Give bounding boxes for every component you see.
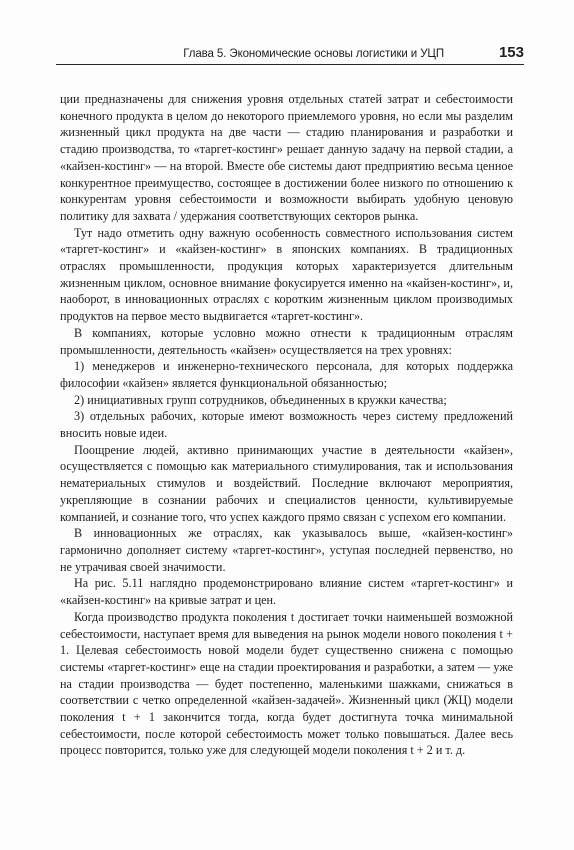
paragraph: В компаниях, которые условно можно отнести к традиционным отраслям промышленности, деятельность «кайзен» осуществляется на трех уровнях: <box>60 325 513 357</box>
paragraph: На рис. 5.11 наглядно продемонстрировано влияние систем «таргет-костинг» и «кайзен-костинг» на кривые затрат и цен. <box>60 576 513 608</box>
body-text <box>60 91 513 759</box>
paragraph: Когда производство продукта поколения t достигает точки наименьшей возможной себестоимости, наступает время для выведения на рынок модели нового поколения t + 1. Целевая себестоимость новой модели будет существенно снижена с помощью системы «таргет-костинг» еще на стадии проектирования и разработки, а затем — уже на стадии производства — будет постепенно, маленькими шажками, снижаться в соответствии с четко определенной «кайзен-задачей». Жизненный цикл (ЖЦ) модели поколения t + 1 закончится тогда, когда будет достигнута точка минимальной себестоимости, после которой себестоимость может только повышаться. Далее весь процесс повторится, только уже для следующей модели поколения t + 2 и т. д. <box>60 609 513 758</box>
page-header <box>56 40 524 65</box>
paragraph: Поощрение людей, активно принимающих участие в деятельности «кайзен», осуществляется с помощью как материального стимулирования, так и использования нематериальных стимулов и воздействий. Последние включают мероприятия, укрепляющие в сознании рабочих и специалистов ценности, культивируемые компанией, и сознание того, что успех каждого прямо связан с успехом его компании. <box>60 442 513 524</box>
list-item: 3) отдельных рабочих, которые имеют возможность через систему предложений вносить новые идеи. <box>60 409 513 441</box>
paragraph: ции предназначены для снижения уровня отдельных статей затрат и себестоимости конечного продукта в целом до некоторого приемлемого уровня, но если мы разделим жизненный цикл продукта на две части — стадию планирования и разработки и стадию производства, то «таргет-костинг» решает данную задачу на первой стадии, а «кайзен-костинг» — на второй. Вместе обе системы дают предприятию весьма ценное конкурентное преимущество, состоящее в достижении более низкого по отношению к конкурентам уровня себестоимости и возможности выбирать удобную ценовую политику для захвата / удержания соответствующих секторов рынка. <box>60 92 513 223</box>
running-title: Глава 5. Экономические основы логистики и УЦП <box>183 48 444 60</box>
paragraph: Тут надо отметить одну важную особенность совместного использования систем «таргет-костинг» и «кайзен-костинг» в японских компаниях. В традиционных отраслях промышленности, продукция которых характеризуется длительным жизненным циклом, основное внимание фокусируется именно на «кайзен-костинг», и, наоборот, в инновационных отраслях с коротким жизненным циклом производимых продуктов на первое место выдвигается «таргет-костинг». <box>60 225 513 324</box>
list-item: 1) менеджеров и инженерно-технического персонала, для которых поддержка философии «кайзен» является функциональной обязанностью; <box>60 359 513 390</box>
paragraph: В инновационных же отраслях, как указывалось выше, «кайзен-костинг» гармонично дополняет систему «таргет-костинг», уступая последней первенство, но не утрачивая своей значимости. <box>60 526 513 574</box>
page-number: 153 <box>498 44 524 61</box>
list-item: 2) инициативных групп сотрудников, объединенных в кружки качества; <box>74 392 447 407</box>
